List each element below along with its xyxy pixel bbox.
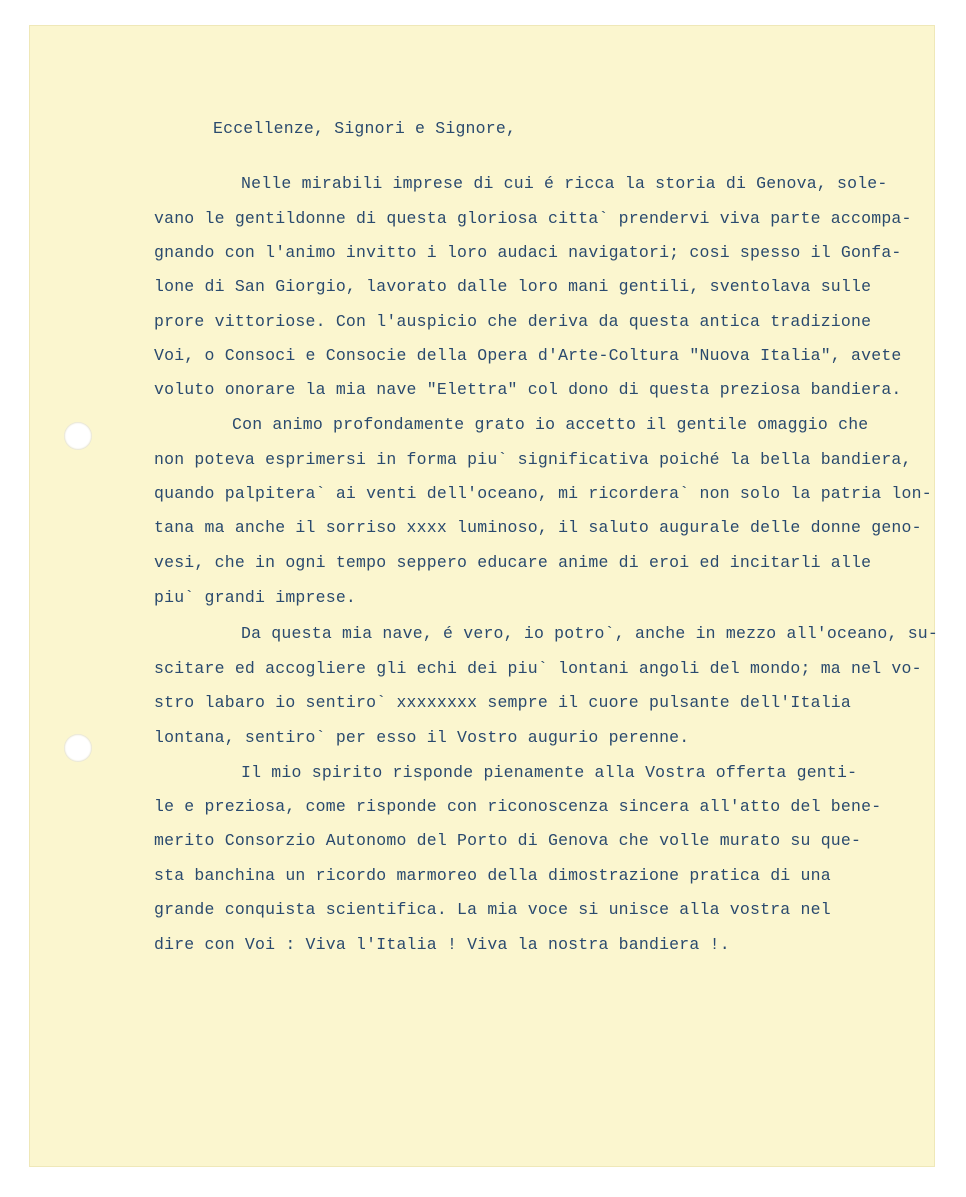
text-line: quando palpitera` ai venti dell'oceano, mi ricordera` non solo la patria lon- <box>154 484 932 503</box>
text-line: Il mio spirito risponde pienamente alla Vostra offerta genti- <box>241 763 858 782</box>
text-line: vesi, che in ogni tempo seppero educare anime di eroi ed incitarli alle <box>154 553 872 572</box>
text-line: gnando con l'animo invitto i loro audaci navigatori; cosi spesso il Gonfa- <box>154 243 902 262</box>
text-line: Voi, o Consoci e Consocie della Opera d'Arte-Coltura "Nuova Italia", avete <box>154 346 902 365</box>
text-line: scitare ed accogliere gli echi dei piu` lontani angoli del mondo; ma nel vo- <box>154 659 922 678</box>
text-line: lone di San Giorgio, lavorato dalle loro mani gentili, sventolava sulle <box>154 277 872 296</box>
text-line: grande conquista scientifica. La mia voce si unisce alla vostra nel <box>154 900 831 919</box>
text-line: merito Consorzio Autonomo del Porto di Genova che volle murato su que- <box>154 831 862 850</box>
text-line: prore vittoriose. Con l'auspicio che deriva da questa antica tradizione <box>154 312 872 331</box>
text-line: dire con Voi : Viva l'Italia ! Viva la nostra bandiera !. <box>154 935 730 954</box>
text-line: le e preziosa, come risponde con riconoscenza sincera all'atto del bene- <box>154 797 882 816</box>
text-line: lontana, sentiro` per esso il Vostro augurio perenne. <box>154 728 690 747</box>
punch-hole <box>64 422 92 450</box>
text-line: non poteva esprimersi in forma piu` significativa poiché la bella bandiera, <box>154 450 912 469</box>
text-line: tana ma anche il sorriso xxxx luminoso, il saluto augurale delle donne geno- <box>154 518 922 537</box>
text-line: voluto onorare la mia nave "Elettra" col dono di questa preziosa bandiera. <box>154 380 902 399</box>
text-line: stro labaro io sentiro` xxxxxxxx sempre il cuore pulsante dell'Italia <box>154 693 852 712</box>
salutation: Eccellenze, Signori e Signore, <box>213 119 517 138</box>
text-line: Nelle mirabili imprese di cui é ricca la storia di Genova, sole- <box>241 174 888 193</box>
text-line: Con animo profondamente grato io accetto il gentile omaggio che <box>232 415 869 434</box>
punch-hole <box>64 734 92 762</box>
text-line: Da questa mia nave, é vero, io potro`, anche in mezzo all'oceano, su- <box>241 624 939 643</box>
text-line: sta banchina un ricordo marmoreo della dimostrazione pratica di una <box>154 866 831 885</box>
text-line: vano le gentildonne di questa gloriosa citta` prendervi viva parte accompa- <box>154 209 912 228</box>
text-line: piu` grandi imprese. <box>154 588 357 607</box>
